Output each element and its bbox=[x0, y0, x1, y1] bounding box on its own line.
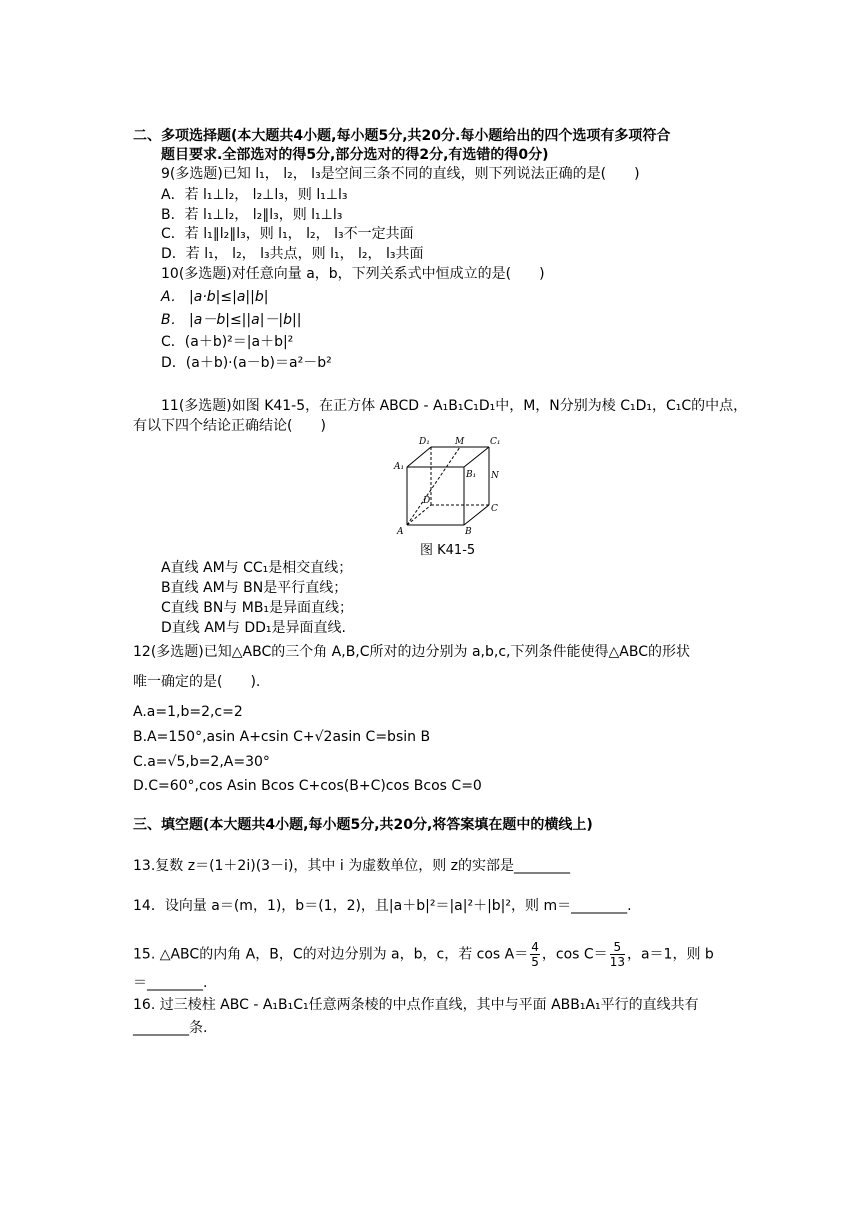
q9-option-a: A．若 l₁⊥l₂， l₂⊥l₃，则 l₁⊥l₃ bbox=[161, 187, 348, 203]
label-d: D bbox=[423, 496, 431, 506]
q15-part3: ，a＝1，则 b bbox=[626, 946, 714, 963]
q9-option-c: C．若 l₁∥l₂∥l₃，则 l₁， l₂， l₃不一定共面 bbox=[161, 226, 414, 242]
label-d1: D₁ bbox=[419, 437, 430, 447]
q13-text: 13.复数 z＝(1＋2i)(3－i)，其中 i 为虚数单位，则 z的实部是________ bbox=[133, 858, 570, 874]
q12-option-a: A.a=1,b=2,c=2 bbox=[133, 704, 243, 720]
q10-stem: 10(多选题)对任意向量 a，b，下列关系式中恒成立的是( ) bbox=[161, 266, 545, 282]
cube-figure bbox=[393, 433, 503, 537]
q12-option-d: D.C=60°,cos Asin Bcos C+cos(B+C)cos Bcos C=0 bbox=[133, 778, 482, 794]
q10-option-b: B． |a－b|≤||a|－|b|| bbox=[161, 312, 302, 328]
q12-stem-line2: 唯一确定的是( ). bbox=[133, 674, 261, 690]
q12-option-c: C.a=√5,b=2,A=30° bbox=[133, 754, 270, 770]
q10-option-a: A． |a·b|≤|a||b| bbox=[161, 289, 269, 305]
label-n: N bbox=[491, 471, 499, 481]
section2-heading-line2: 题目要求.全部选对的得5分,部分选对的得2分,有选错的得0分) bbox=[161, 147, 549, 163]
q16-line1: 16. 过三棱柱 ABC - A₁B₁C₁任意两条棱的中点作直线，其中与平面 ABB₁A₁平行的直线共有 bbox=[133, 997, 699, 1013]
label-a1: A₁ bbox=[394, 462, 405, 472]
q11-stem-line2: 有以下四个结论正确结论( ) bbox=[133, 418, 326, 434]
q15-frac2-den: 13 bbox=[609, 955, 625, 969]
edge-a1d1 bbox=[407, 447, 431, 467]
label-c: C bbox=[491, 504, 498, 514]
edge-bc bbox=[464, 505, 489, 525]
edge-b1c1 bbox=[464, 447, 489, 467]
q10-option-c: C．(a＋b)²＝|a＋b|² bbox=[161, 334, 294, 350]
q9-stem: 9(多选题)已知 l₁， l₂， l₃是空间三条不同的直线，则下列说法正确的是( ) bbox=[161, 166, 640, 182]
q11-option-b: B直线 AM与 BN是平行直线； bbox=[161, 580, 348, 596]
figure-caption: 图 K41-5 bbox=[420, 543, 476, 558]
q15-frac1-den: 5 bbox=[531, 955, 539, 969]
label-c1: C₁ bbox=[490, 437, 501, 447]
q10-option-d: D．(a＋b)·(a－b)＝a²－b² bbox=[161, 355, 332, 371]
label-b: B bbox=[465, 527, 472, 537]
q11-option-d: D直线 AM与 DD₁是异面直线. bbox=[161, 620, 346, 636]
q9-option-b: B．若 l₁⊥l₂， l₂∥l₃，则 l₁⊥l₃ bbox=[161, 207, 343, 223]
q15-frac2-num: 5 bbox=[610, 940, 625, 955]
section3-heading: 三、填空题(本大题共4小题,每小题5分,共20分,将答案填在题中的横线上) bbox=[133, 817, 593, 833]
q15-frac1-num: 4 bbox=[531, 940, 539, 954]
q11-option-c: C直线 BN与 MB₁是异面直线； bbox=[161, 600, 354, 616]
q15-fraction-cos-c bbox=[610, 940, 625, 969]
q11-stem-line1: 11(多选题)如图 K41-5，在正方体 ABCD - A₁B₁C₁D₁中，M，N分别为棱 C₁D₁，C₁C的中点， bbox=[161, 398, 748, 414]
q16-line2: ________条. bbox=[133, 1020, 208, 1036]
q15-part1: 15. △ABC的内角 A，B，C的对边分别为 a，b，c，若 cos A＝ bbox=[133, 946, 529, 963]
q15-line1 bbox=[133, 940, 714, 969]
q15-part2: ，cos C＝ bbox=[541, 946, 608, 963]
label-b1: B₁ bbox=[466, 470, 477, 480]
q15-line2: ＝________. bbox=[133, 975, 208, 991]
q12-stem-line1: 12(多选题)已知△ABC的三个角 A,B,C所对的边分别为 a,b,c,下列条件能使得△ABC的形状 bbox=[133, 644, 690, 660]
segment-am bbox=[407, 447, 460, 525]
label-m: M bbox=[455, 437, 465, 447]
q11-option-a: A直线 AM与 CC₁是相交直线； bbox=[161, 560, 353, 576]
q9-option-d: D．若 l₁， l₂， l₃共点，则 l₁， l₂， l₃共面 bbox=[161, 246, 424, 262]
section2-heading-line1: 二、多项选择题(本大题共4小题,每小题5分,共20分.每小题给出的四个选项有多项符合 bbox=[133, 128, 671, 144]
q12-option-b: B.A=150°,asin A+csin C+√2asin C=bsin B bbox=[133, 729, 431, 745]
q14-text: 14．设向量 a＝(m，1)，b＝(1，2)，且|a＋b|²＝|a|²＋|b|²，则 m＝________. bbox=[133, 898, 632, 914]
q15-fraction-cos-a bbox=[530, 940, 540, 969]
label-a: A bbox=[397, 527, 404, 537]
